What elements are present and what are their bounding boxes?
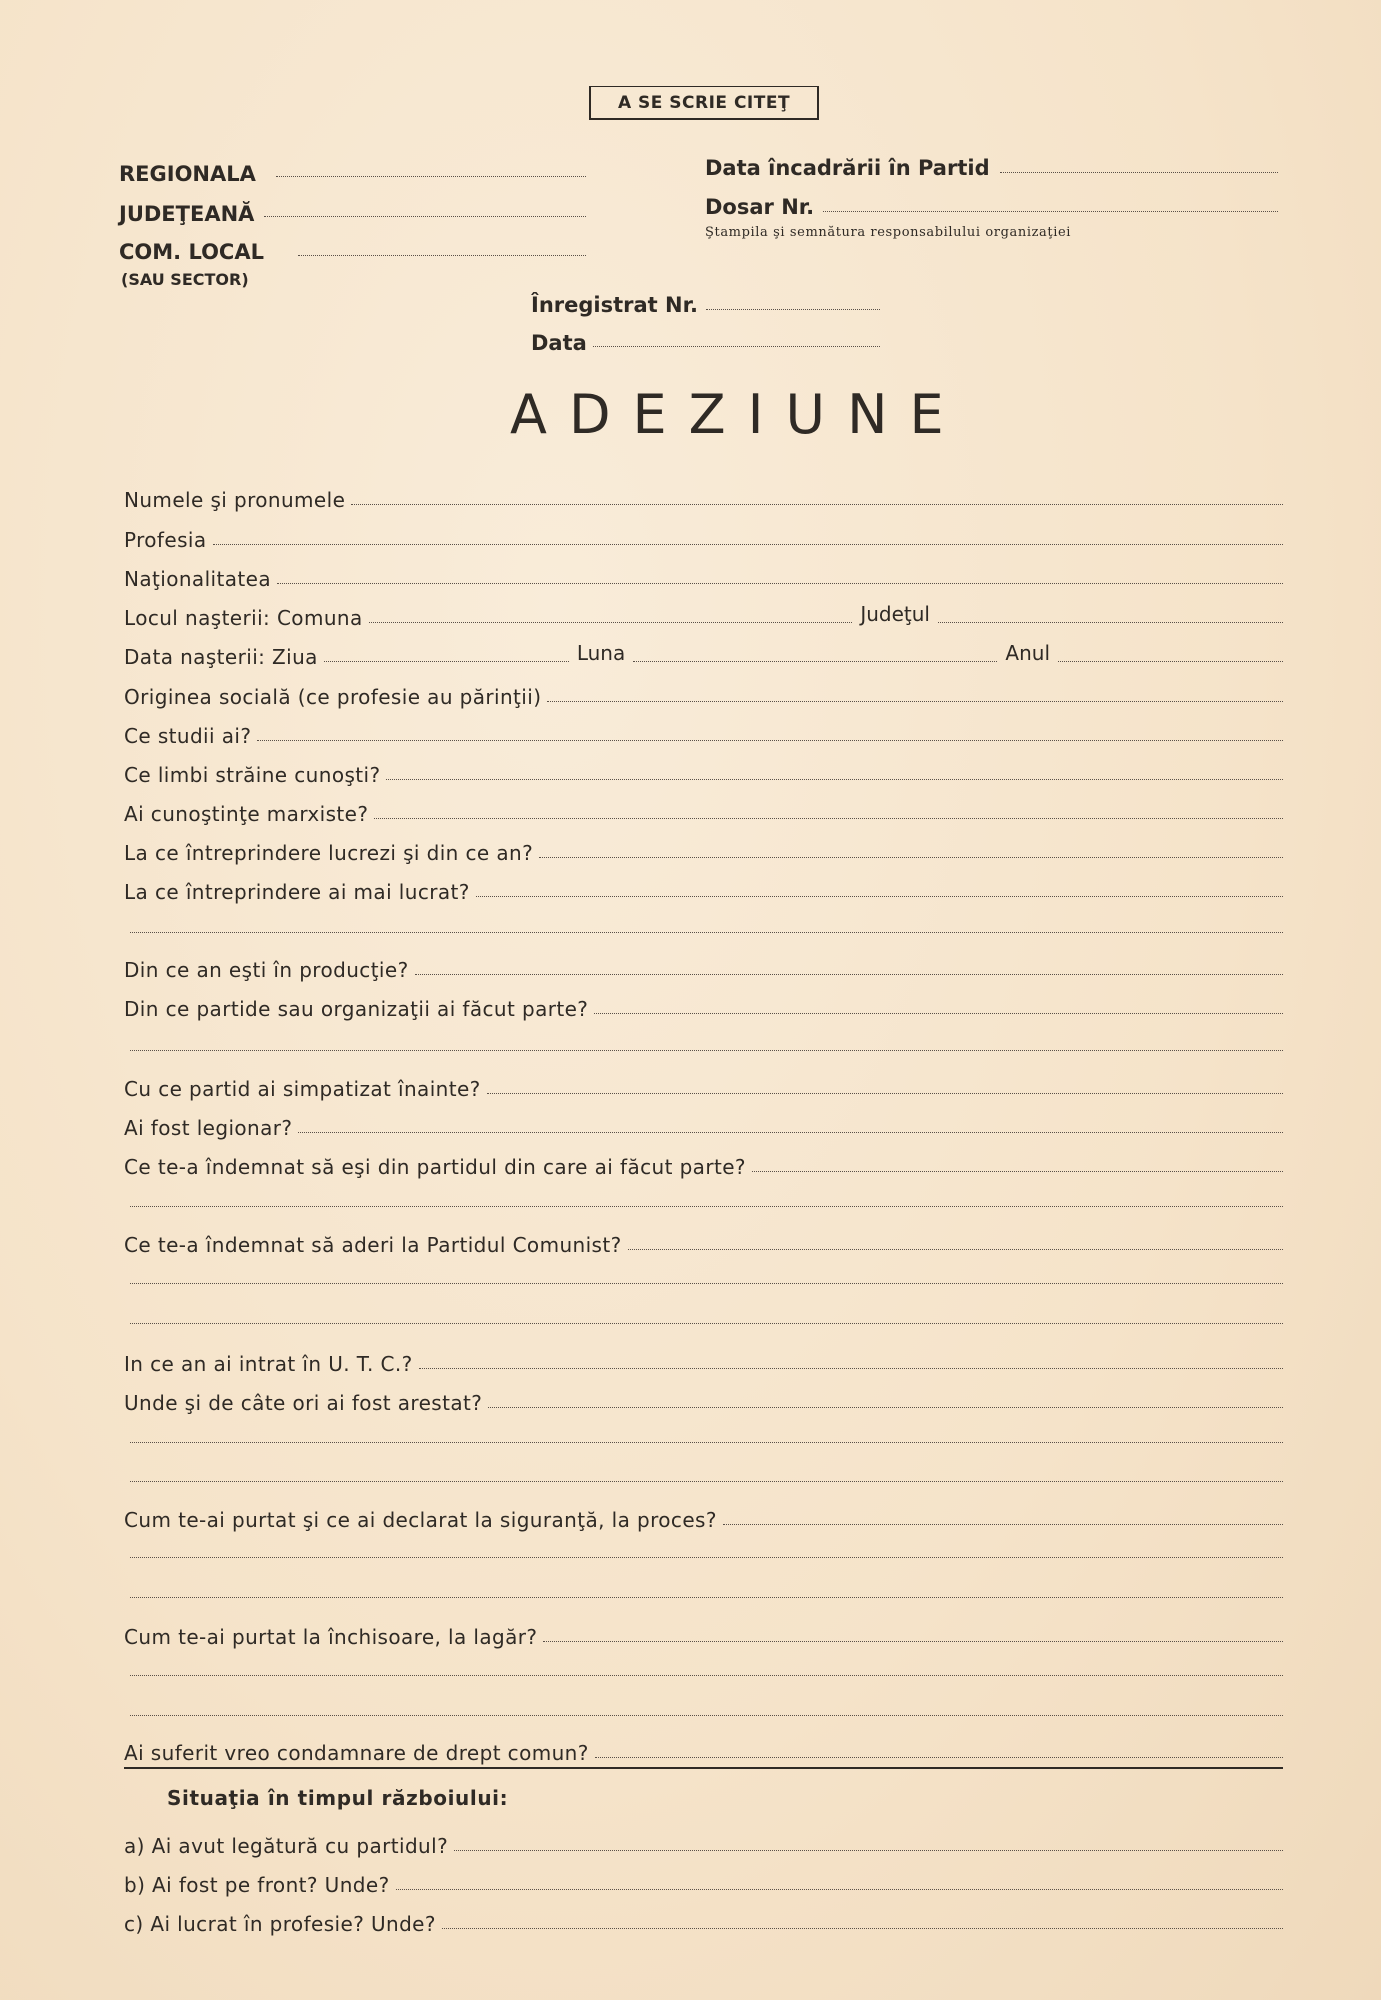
blank-line[interactable] xyxy=(130,1557,1283,1558)
war-a-line[interactable] xyxy=(454,1850,1283,1851)
document-title: ADEZIUNE xyxy=(510,383,966,446)
field-studii xyxy=(124,714,1283,748)
inregistrat-nr-line xyxy=(706,309,880,310)
anul-line[interactable] xyxy=(1058,661,1283,662)
limbi-label: Ce limbi străine cunoşti? xyxy=(124,763,381,787)
judetul-line[interactable] xyxy=(938,622,1283,623)
field-condamnare xyxy=(124,1731,1283,1765)
war-c-label: c) Ai lucrat în profesie? Unde? xyxy=(124,1912,436,1936)
numele-line[interactable] xyxy=(351,504,1283,505)
indemnat-aderi-line[interactable] xyxy=(628,1249,1283,1250)
indemnat-aderi-label: Ce te-a îndemnat să aderi la Partidul Comunist? xyxy=(124,1233,622,1257)
field-profesia xyxy=(124,518,1283,552)
ziua-line[interactable] xyxy=(324,661,569,662)
field-nationalitatea xyxy=(124,557,1283,591)
field-simpatizat xyxy=(124,1067,1283,1101)
regionala-label: REGIONALA xyxy=(119,162,256,186)
war-b-line[interactable] xyxy=(396,1889,1283,1890)
inchisoare-label: Cum te-ai purtat la închisoare, la lagăr? xyxy=(124,1625,538,1649)
blank-line[interactable] xyxy=(130,1050,1283,1051)
field-intreprindere-alt xyxy=(124,870,1283,904)
indemnat-iesi-label: Ce te-a îndemnat să eşi din partidul din care ai făcut parte? xyxy=(124,1155,746,1179)
profesia-label: Profesia xyxy=(124,528,207,552)
condamnare-label: Ai suferit vreo condamnare de drept comun? xyxy=(124,1741,589,1765)
luna-line[interactable] xyxy=(633,661,997,662)
partide-line[interactable] xyxy=(594,1013,1283,1014)
war-section-heading: Situaţia în timpul războiului: xyxy=(167,1786,509,1810)
field-legionar xyxy=(124,1106,1283,1140)
intreprindere-line[interactable] xyxy=(539,857,1283,858)
simpatizat-label: Cu ce partid ai simpatizat înainte? xyxy=(124,1077,481,1101)
war-c-line[interactable] xyxy=(442,1928,1283,1929)
judeteana-label: JUDEŢEANĂ xyxy=(119,202,255,226)
inregistrat-nr-label: Înregistrat Nr. xyxy=(531,293,698,317)
regionala-line xyxy=(276,176,586,177)
field-war-a xyxy=(124,1824,1283,1858)
data-nasterii-label: Data naşterii: Ziua xyxy=(124,645,318,669)
studii-label: Ce studii ai? xyxy=(124,724,252,748)
condamnare-line[interactable] xyxy=(595,1757,1283,1758)
blank-line[interactable] xyxy=(130,1597,1283,1598)
field-arestat xyxy=(124,1381,1283,1415)
blank-line[interactable] xyxy=(130,1481,1283,1482)
field-locul-nasterii xyxy=(124,596,1283,630)
partide-label: Din ce partide sau organizaţii ai făcut parte? xyxy=(124,997,589,1021)
nationalitatea-label: Naţionalitatea xyxy=(124,567,271,591)
blank-line[interactable] xyxy=(130,932,1283,933)
profesia-line[interactable] xyxy=(213,544,1283,545)
productie-line[interactable] xyxy=(415,974,1283,975)
field-indemnat-iesi xyxy=(124,1145,1283,1179)
utc-line[interactable] xyxy=(419,1368,1283,1369)
utc-label: In ce an ai intrat în U. T. C.? xyxy=(124,1352,413,1376)
field-intreprindere xyxy=(124,831,1283,865)
field-war-c xyxy=(124,1902,1283,1936)
field-limbi xyxy=(124,753,1283,787)
field-partide xyxy=(124,987,1283,1021)
dosar-nr-line xyxy=(823,211,1278,212)
blank-line[interactable] xyxy=(130,1283,1283,1284)
field-inchisoare xyxy=(124,1615,1283,1649)
blank-line[interactable] xyxy=(130,1675,1283,1676)
war-a-label: a) Ai avut legătură cu partidul? xyxy=(124,1834,449,1858)
studii-line[interactable] xyxy=(257,740,1283,741)
field-data-nasterii xyxy=(124,635,1283,669)
field-numele xyxy=(124,478,1283,512)
originea-label: Originea socială (ce profesie au părinţii) xyxy=(124,685,542,709)
dosar-nr-label: Dosar Nr. xyxy=(705,195,815,219)
sau-sector-label: (SAU SECTOR) xyxy=(121,270,249,289)
luna-label: Luna xyxy=(576,641,626,665)
blank-line[interactable] xyxy=(130,1323,1283,1324)
write-legibly-box xyxy=(589,86,819,120)
arestat-label: Unde şi de câte ori ai fost arestat? xyxy=(124,1391,483,1415)
blank-line[interactable] xyxy=(130,1206,1283,1207)
field-war-b xyxy=(124,1863,1283,1897)
com-local-label: COM. LOCAL xyxy=(119,240,264,264)
nationalitatea-line[interactable] xyxy=(277,583,1283,584)
productie-label: Din ce an eşti în producţie? xyxy=(124,958,409,982)
originea-line[interactable] xyxy=(547,701,1283,702)
blank-line[interactable] xyxy=(130,1715,1283,1716)
arestat-line[interactable] xyxy=(488,1407,1283,1408)
intreprindere-alt-label: La ce întreprindere ai mai lucrat? xyxy=(124,880,470,904)
war-b-label: b) Ai fost pe front? Unde? xyxy=(124,1873,390,1897)
field-productie xyxy=(124,948,1283,982)
stamp-signature-note: Ştampila şi semnătura responsabilului organizaţiei xyxy=(705,225,1072,240)
legionar-label: Ai fost legionar? xyxy=(124,1116,293,1140)
intreprindere-alt-line[interactable] xyxy=(476,896,1283,897)
registration-date-line xyxy=(593,346,880,347)
judetul-label: Judeţul xyxy=(860,602,930,626)
section-divider xyxy=(124,1767,1283,1769)
legionar-line[interactable] xyxy=(298,1132,1283,1133)
field-utc xyxy=(124,1342,1283,1376)
numele-label: Numele şi pronumele xyxy=(124,488,346,512)
intreprindere-label: La ce întreprindere lucrezi şi din ce an? xyxy=(124,841,534,865)
field-siguranta xyxy=(124,1498,1283,1532)
inchisoare-line[interactable] xyxy=(543,1641,1283,1642)
data-incadrarii-line xyxy=(1000,172,1278,173)
judeteana-line xyxy=(264,216,586,217)
field-originea xyxy=(124,675,1283,709)
field-marxiste xyxy=(124,792,1283,826)
anul-label: Anul xyxy=(1005,641,1050,665)
field-indemnat-aderi xyxy=(124,1223,1283,1257)
locul-nasterii-label: Locul naşterii: Comuna xyxy=(124,606,363,630)
comuna-line[interactable] xyxy=(369,622,853,623)
blank-line[interactable] xyxy=(130,1442,1283,1443)
indemnat-iesi-line[interactable] xyxy=(752,1171,1283,1172)
limbi-line[interactable] xyxy=(386,779,1283,780)
marxiste-label: Ai cunoştinţe marxiste? xyxy=(124,802,369,826)
com-local-line xyxy=(298,255,586,256)
simpatizat-line[interactable] xyxy=(487,1093,1283,1094)
marxiste-line[interactable] xyxy=(374,818,1283,819)
write-legibly-text: A SE SCRIE CITEŢ xyxy=(617,92,791,113)
siguranta-line[interactable] xyxy=(723,1524,1283,1525)
siguranta-label: Cum te-ai purtat şi ce ai declarat la siguranţă, la proces? xyxy=(124,1508,717,1532)
registration-date-label: Data xyxy=(531,331,587,355)
data-incadrarii-label: Data încadrării în Partid xyxy=(705,156,990,180)
